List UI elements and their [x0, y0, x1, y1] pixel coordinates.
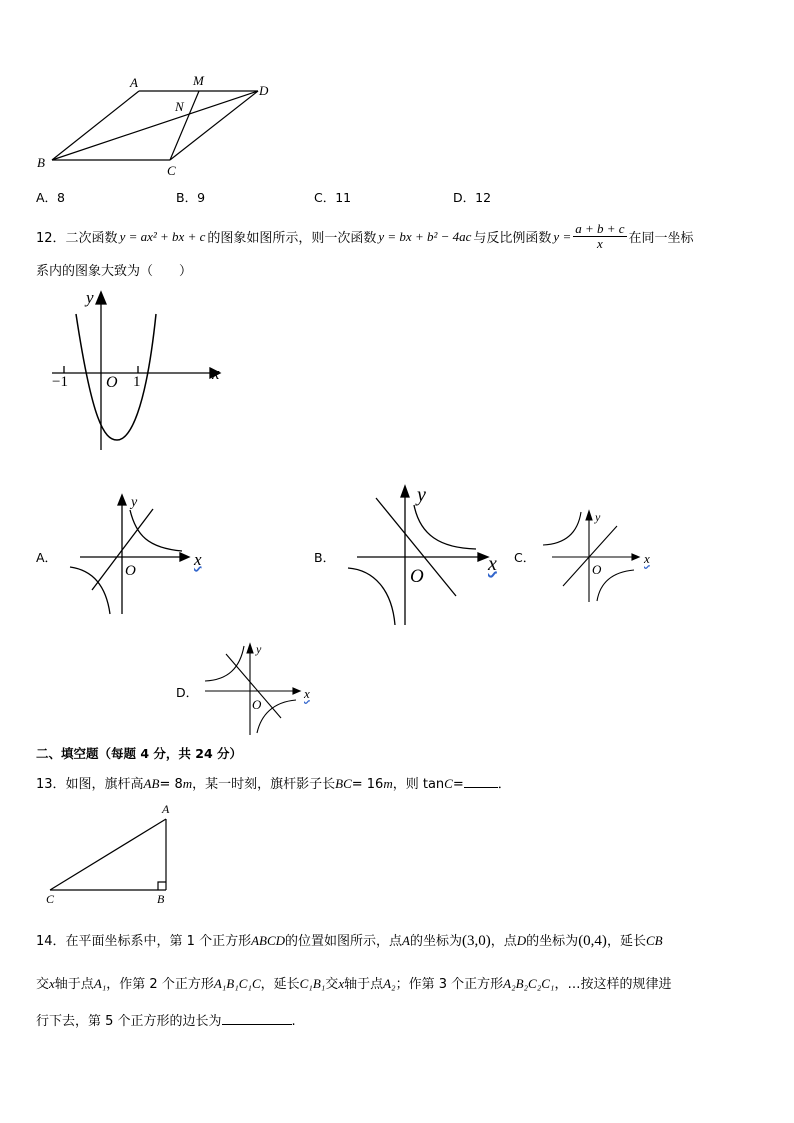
q13-label-C: C — [46, 892, 55, 906]
right-angle-mark — [158, 882, 166, 890]
q12-graph-tick-neg1: −1 — [52, 374, 68, 390]
q14-line3 — [36, 1010, 296, 1029]
q14-line3-text: 行下去，第 5 个正方形的边长为 — [36, 1014, 222, 1029]
q14-line2-e: 交 — [325, 977, 339, 992]
q14-line1-a: 14．在平面坐标系中，第 1 个正方形 — [36, 934, 252, 949]
q12-option-d-o: O — [252, 697, 262, 712]
q13-ab: AB — [143, 776, 160, 791]
q12-option-a-x: x — [194, 550, 202, 569]
q14-line2 — [36, 973, 671, 992]
q12-formula-inverse-den: x — [596, 236, 603, 251]
q13-eq1: = 8 — [159, 777, 183, 792]
q12-formula-inverse-num: a + b + c — [575, 221, 625, 236]
q12-option-c-x: x — [644, 551, 650, 566]
q13-label-A: A — [162, 802, 170, 816]
label-N: N — [175, 99, 184, 114]
option-d-hyperbola-q4 — [257, 700, 296, 733]
label-D: D — [259, 83, 269, 98]
q13-text-3: ，则 tan — [392, 777, 445, 792]
q14-A1: A₁ — [93, 976, 107, 991]
q11-option-d[interactable]: D．12 — [453, 190, 492, 205]
q12-option-d-y: y — [256, 642, 262, 656]
q12-option-b-x: x — [488, 553, 497, 575]
q14-line1-d: ，点 — [490, 934, 517, 949]
q12-graph-origin: O — [106, 374, 118, 391]
q12-option-c-o: O — [592, 562, 602, 577]
q13-m2: m — [383, 776, 393, 791]
q14-abcd: ABCD — [251, 933, 286, 948]
label-A: A — [130, 75, 138, 90]
q14-x2: x — [338, 976, 345, 991]
q14-line1-e: 的坐标为 — [526, 934, 579, 949]
q12-graph-x-label: x — [212, 364, 220, 383]
q11-option-c[interactable]: C．11 — [314, 190, 352, 205]
q12-option-d-label[interactable]: D． — [176, 685, 199, 700]
q13-end: ． — [497, 777, 511, 792]
q14-line1-f: ，延长 — [606, 934, 646, 949]
q14-line2-g: ；作第 3 个正方形 — [395, 977, 504, 992]
q14-answer-blank[interactable] — [222, 1012, 292, 1025]
option-c-hyperbola-q2 — [543, 512, 581, 545]
q12-text-4: 在同一坐标 — [628, 231, 694, 246]
q14-x1: x — [49, 976, 55, 991]
q14-line1-c: 的坐标为 — [410, 934, 463, 949]
q14-line1-b: 的位置如图所示，点 — [285, 934, 403, 949]
q13-eq2: = 16 — [351, 777, 384, 792]
q14-sq2: A₁B₁C₁C — [213, 976, 261, 991]
q12-option-b-o: O — [410, 566, 424, 587]
q13-eq3: = — [452, 777, 464, 792]
q12-text-1: 二次函数 — [65, 231, 118, 246]
q11-option-a[interactable]: A．8 — [36, 190, 66, 205]
q12-option-b-y: y — [417, 484, 426, 506]
q12-formula-linear: y = bx + b² − 4ac — [378, 228, 472, 244]
option-c-hyperbola-q4 — [597, 570, 634, 601]
q14-line2-a: 交 — [36, 977, 50, 992]
q14-end: . — [291, 1014, 296, 1029]
label-M: M — [193, 73, 204, 88]
label-C: C — [167, 163, 176, 178]
q12-option-c-y: y — [595, 510, 601, 524]
q12-formula-quadratic: y = ax² + bx + c — [119, 228, 206, 244]
q13-answer-blank[interactable] — [464, 775, 498, 788]
option-d-hyperbola-q2 — [205, 646, 244, 681]
q14-line2-c: ，作第 2 个正方形 — [106, 977, 214, 992]
q14-pt-D: D — [516, 933, 527, 948]
q14-c1b1: C₁B₁ — [299, 976, 326, 991]
q14-sq3: A₂B₂C₂C₁ — [503, 976, 555, 991]
q12-formula-inverse-lhs: y = — [553, 228, 572, 244]
q12-graph-tick-pos1: 1 — [133, 374, 141, 390]
q14-cb: CB — [645, 933, 663, 948]
q12-option-b-label[interactable]: B． — [314, 550, 336, 565]
q12-text-3: 与反比例函数 — [473, 231, 552, 246]
q13-text-1: 13．如图，旗杆高 — [36, 777, 144, 792]
q12-option-d-x: x — [304, 686, 310, 701]
q11-option-b[interactable]: B．9 — [176, 190, 206, 205]
option-c-line — [563, 526, 617, 586]
q14-pt-A: A — [402, 933, 410, 948]
q14-A2: A₂ — [383, 976, 396, 991]
q14-coord-D: (0,4) — [578, 933, 607, 949]
q14-line1 — [36, 930, 663, 950]
q12-number: 12． — [36, 231, 66, 246]
q14-coord-A: (3,0) — [462, 933, 491, 949]
q13-label-B: B — [157, 892, 165, 906]
q14-line2-h: ，…按这样的规律进 — [554, 977, 672, 992]
q12-option-a-y: y — [131, 495, 138, 510]
q13-m1: m — [182, 776, 193, 791]
q12-graph-y-label: y — [86, 288, 94, 307]
q13-c: C — [444, 776, 453, 791]
q12-option-c-label[interactable]: C． — [514, 550, 536, 565]
q14-line2-d: ，延长 — [260, 977, 300, 992]
section-2-title: 二、填空题（每题 4 分，共 24 分） — [36, 746, 243, 761]
q12-option-a-o: O — [125, 563, 136, 579]
q13-bc: BC — [335, 776, 352, 791]
q14-line2-b: 轴于点 — [54, 977, 94, 992]
q13-triangle-figure — [0, 0, 200, 910]
label-B: B — [37, 155, 45, 170]
q13-text-2: ，某一时刻，旗杆影子长 — [192, 777, 336, 792]
q12-option-a-label[interactable]: A． — [36, 550, 58, 565]
q12-stem-line2: 系内的图象大致为（ ） — [36, 264, 193, 279]
segment-CA — [50, 819, 166, 890]
q14-line2-f: 轴于点 — [344, 977, 384, 992]
q12-text-2: 的图象如图所示，则一次函数 — [207, 231, 377, 246]
